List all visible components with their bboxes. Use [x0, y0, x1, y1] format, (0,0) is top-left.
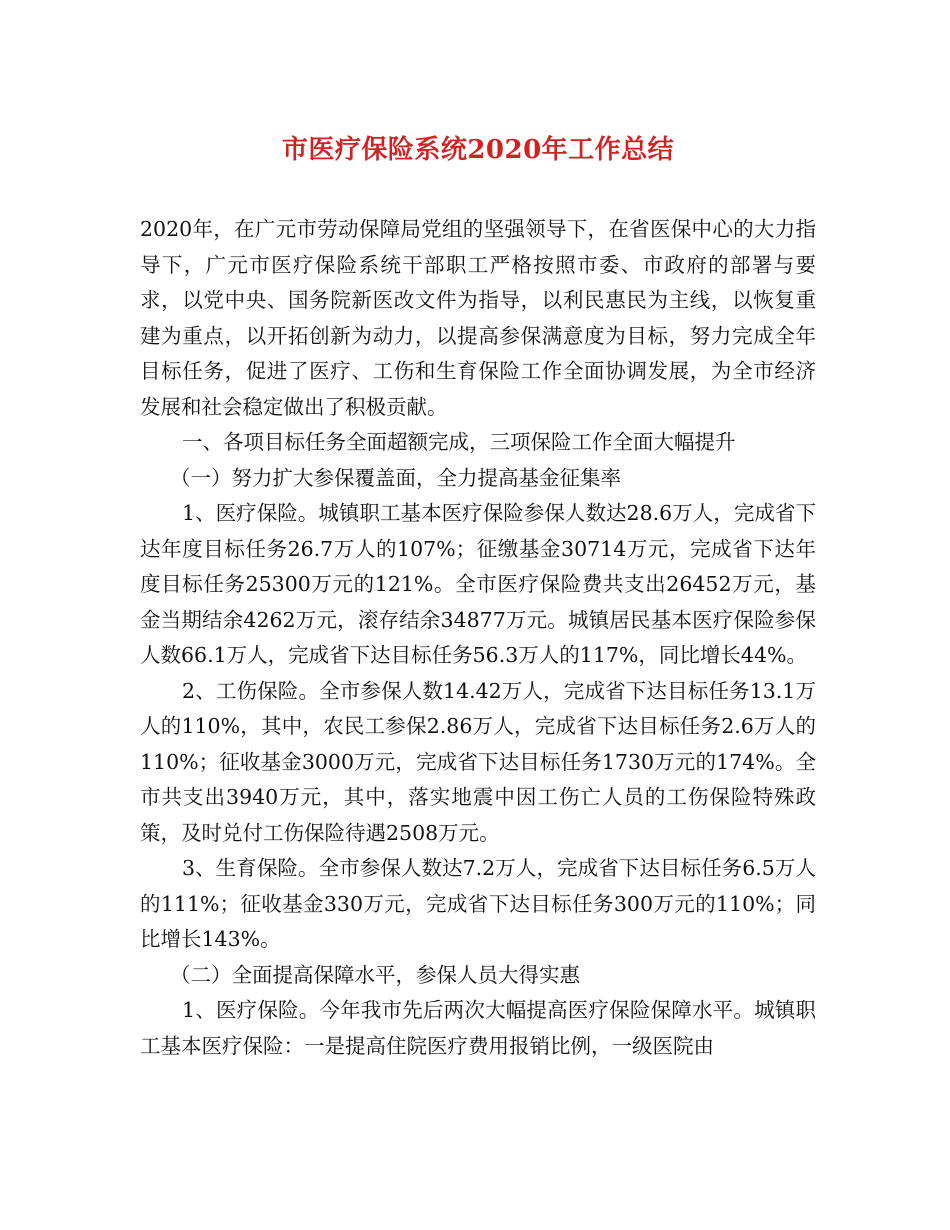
- subsection-heading-1: （一）努力扩大参保覆盖面，全力提高基金征集率: [170, 465, 621, 490]
- document-page: [140, 128, 816, 1064]
- document-title: 市医疗保险系统2020年工作总结: [281, 135, 675, 165]
- body-paragraph-work-injury-insurance: 2、工伤保险。全市参保人数14.42万人，完成省下达目标任务13.1万人的110%，其中，农民工参保2.86万人，完成省下达目标任务2.6万人的110%；征收基金3000万元，完成省下达目标任务1730万元的174%。全市共支出3940万元，其中，落实地震中因工伤亡人员的工伤保险特殊政策，及时兑付工伤保险待遇2508万元。: [140, 678, 816, 845]
- body-paragraph-maternity-insurance: 3、生育保险。全市参保人数达7.2万人，完成省下达目标任务6.5万人的111%；征收基金330万元，完成省下达目标任务300万元的110%；同比增长143%。: [140, 856, 816, 951]
- intro-paragraph: 2020年，在广元市劳动保障局党组的坚强领导下，在省医保中心的大力指导下，广元市医疗保险系统干部职工严格按照市委、市政府的部署与要求，以党中央、国务院新医改文件为指导，以利民惠民为主线，以恢复重建为重点，以开拓创新为动力，以提高参保满意度为目标，努力完成全年目标任务，促进了医疗、工伤和生育保险工作全面协调发展，为全市经济发展和社会稳定做出了积极贡献。: [140, 217, 816, 419]
- subsection-heading-2: （二）全面提高保障水平，参保人员大得实惠: [170, 962, 580, 987]
- body-paragraph-medical-insurance: 1、医疗保险。城镇职工基本医疗保险参保人数达28.6万人，完成省下达年度目标任务26.7万人的107%；征缴基金30714万元，完成省下达年度目标任务25300万元的121%。全市医疗保险费共支出26452万元，基金当期结余4262万元，滚存结余34877万元。城镇居民基本医疗保险参保人数66.1万人，完成省下达目标任务56.3万人的117%，同比增长44%。: [140, 501, 816, 667]
- section-heading-1: 一、各项目标任务全面超额完成，三项保险工作全面大幅提升: [182, 430, 736, 454]
- body-paragraph-medical-benefits: 1、医疗保险。今年我市先后两次大幅提高医疗保险保障水平。城镇职工基本医疗保险：一是提高住院医疗费用报销比例，一级医院由: [140, 998, 816, 1058]
